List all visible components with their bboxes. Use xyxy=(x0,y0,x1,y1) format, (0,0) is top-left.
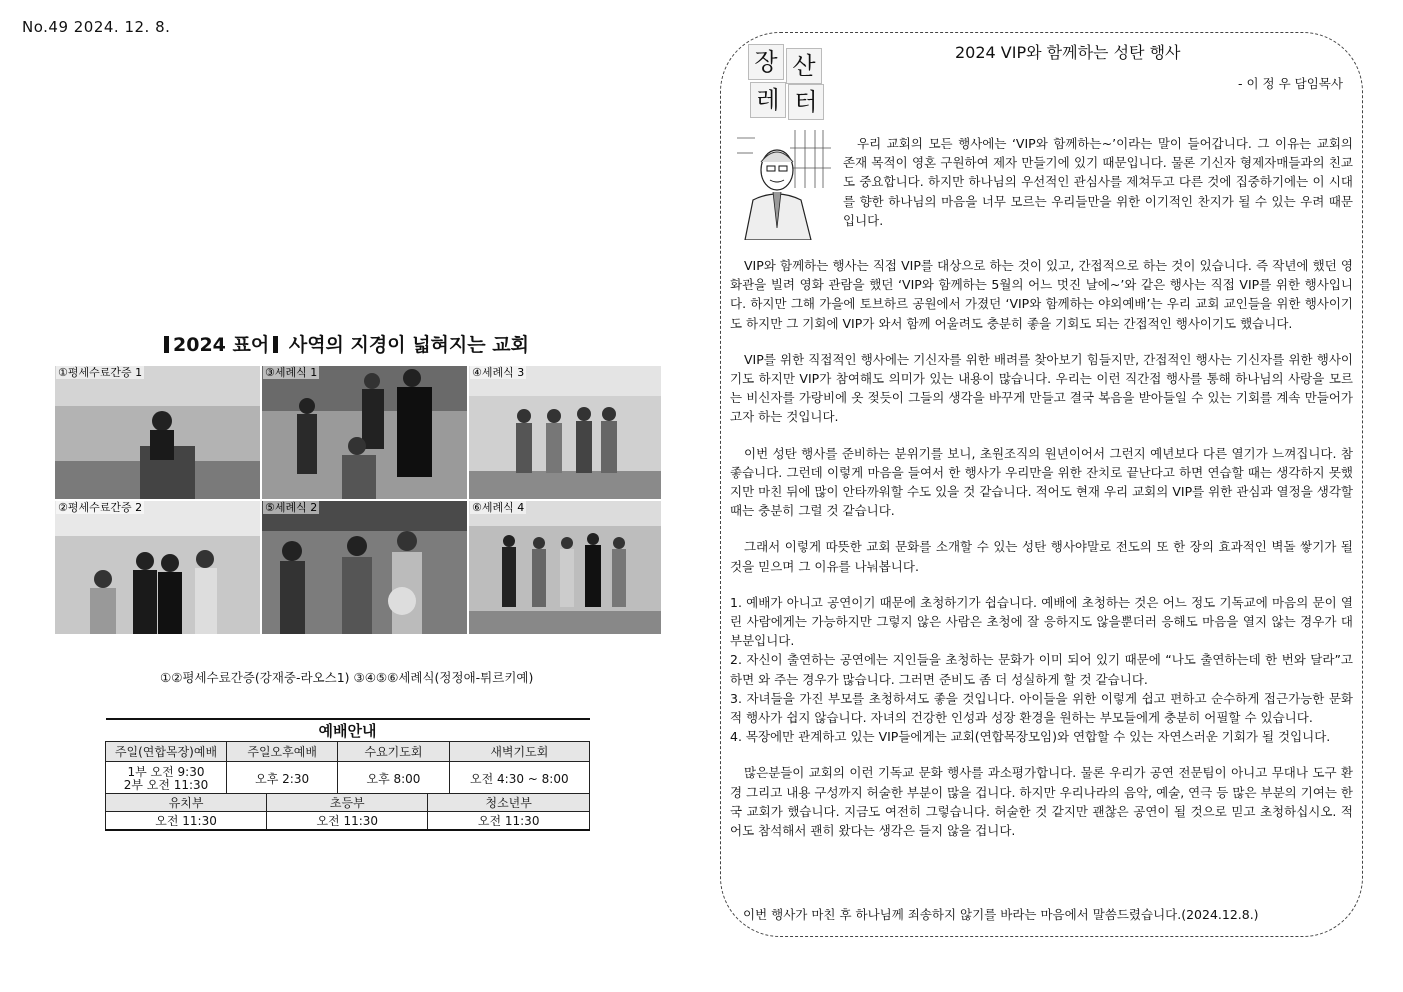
letter-paragraph-4: 이번 성탄 행사를 준비하는 분위기를 보니, 초원조직의 원년이어서 그런지 예년보다 다른 열기가 느껴집니다. 참 좋습니다. 그런데 이렇게 마음을 들여서 한 행사가 우리만을 위한 잔치로 끝난다고 하면 연습할 때는 생각하지 못했지만 마친 뒤에 많이 안타까워할 수도 있을 것 같습니다. 적어도 현재 우리 교회의 VIP를 위한 관심과 열정을 생각할 때는 충분히 그럴 것 같습니다. xyxy=(730,445,1353,519)
title-bar-right xyxy=(273,336,278,353)
kindergarten-time: 오전 11:30 xyxy=(106,812,267,831)
logo-char-4: 터 xyxy=(788,84,824,120)
worship-schedule-table xyxy=(105,718,590,797)
dawn-time: 오전 4:30 ~ 8:00 xyxy=(449,762,589,797)
photo-baptism-2-image xyxy=(262,501,467,634)
logo-char-2: 산 xyxy=(786,48,822,84)
photo-caption-1: ①평세수료간증 1 xyxy=(58,366,143,379)
photo-baptism-4-image xyxy=(469,501,661,634)
photo-baptism-1-image xyxy=(262,366,467,499)
photo-baptism-3 xyxy=(469,366,661,499)
reason-3: 3. 자녀들을 가진 부모를 초청하셔도 좋을 것입니다. 아이들을 위한 이렇게 쉽고 편하고 순수하게 접근가능한 문화적 행사가 쉽지 않습니다. 자녀의 건강한 인성과 성장 환경을 원하는 부모들에게 충분히 어필할 수 있습니다. xyxy=(730,690,1353,726)
sunday-first-service: 1부 오전 9:30 xyxy=(127,765,205,779)
sunday-afternoon-time: 오후 2:30 xyxy=(227,762,338,797)
youth-time: 오전 11:30 xyxy=(428,812,590,831)
letter-body xyxy=(730,256,1353,857)
letter-title: 2024 VIP와 함께하는 성탄 행사 xyxy=(955,43,1181,62)
letter-paragraph-5: 그래서 이렇게 따뜻한 교회 문화를 소개할 수 있는 성탄 행사야말로 전도의 또 한 장의 효과적인 벽돌 쌓기가 될 것을 믿으며 그 이유를 나눠봅니다. xyxy=(730,539,1353,574)
header-wednesday-prayer: 수요기도회 xyxy=(338,742,449,762)
reason-1: 1. 예배가 아니고 공연이기 때문에 초청하기가 쉽습니다. 예배에 초청하는 것은 어느 정도 기독교에 마음의 문이 열린 사람에게는 가능하지만 그렇지 않은 사람은 초청에 잘 응하지도 않을뿐더러 응해도 마음을 열지 않는 경우가 대부분입니다. xyxy=(730,594,1353,649)
schedule-title: 예배안내 xyxy=(106,719,590,742)
title-bar-left xyxy=(164,336,169,353)
motto-year: 2024 표어 xyxy=(173,334,270,356)
letter-paragraph-6: 많은분들이 교회의 이런 기독교 문화 행사를 과소평가합니다. 물론 우리가 공연 전문팀이 아니고 무대나 도구 환경 그리고 내용 구성까지 허술한 부분이 많을 겁니다. 하지만 우리나라의 음악, 예술, 연극 등 많은 부분의 기여는 한국 교회가 했습니다. 지금도 여전히 그렇습니다. 허술한 것 같지만 괜찮은 공연이 될 것으로 믿고 초청하십시오. 적어도 참석해서 괜히 왔다는 생각은 들지 않을 겁니다. xyxy=(730,765,1353,839)
header-dawn-prayer: 새벽기도회 xyxy=(449,742,589,762)
letter-paragraph-2: VIP와 함께하는 행사는 직접 VIP를 대상으로 하는 것이 있고, 간접적으로 하는 것이 있습니다. 즉 작년에 했던 영화관을 빌려 영화 관람을 했던 ‘VIP와 함께하는 5월의 어느 멋진 날에~’와 같은 행사는 직접 VIP를 위한 행사입니다. 하지만 그해 가을에 토브하르 공원에서 가졌던 ‘VIP와 함께하는 야외예배’는 우리 교회 교인들을 위한 행사이기도 하지만 그 기회에 VIP가 와서 함께 어울려도 충분히 좋을 기회도 되는 간접적인 행사이기도 했습니다. xyxy=(730,258,1353,331)
header-sunday-service: 주일(연합목장)예배 xyxy=(106,742,227,762)
reason-2: 2. 자신이 출연하는 공연에는 지인들을 초청하는 문화가 이미 되어 있기 때문에 “나도 출연하는데 한 번와 달라”고 하면 와 주는 경우가 많습니다. 그러면 준비도 좀 더 성실하게 할 것 같습니다. xyxy=(730,652,1353,687)
motto-text: 사역의 지경이 넓혀지는 교회 xyxy=(288,334,529,356)
photo-baptism-3-image xyxy=(469,366,661,499)
photo-group-caption: ①②평세수료간증(강재중-라오스1) ③④⑤⑥세례식(정정애-튀르키예) xyxy=(160,670,534,685)
letter-paragraph-1: 우리 교회의 모든 행사에는 ‘VIP와 함께하는~’이라는 말이 들어갑니다. 그 이유는 교회의 존재 목적이 영혼 구원하여 제자 만들기에 있기 때문입니다. 물론 기신자 형제자매들과의 친교도 중요합니다. 하지만 하나님의 우선적인 관심사를 제쳐두고 다른 것에 집중하기에는 이 시대를 향한 하나님의 마음을 너무 모르는 우리들만을 위한 이기적인 찬지가 될 수 있는 우려 때문입니다. xyxy=(843,136,1353,228)
photo-testimony-2-image xyxy=(55,501,260,634)
reason-4: 4. 목장에만 관계하고 있는 VIP들에게는 교회(연합목장모임)와 연합할 수 있는 자연스러운 기회가 될 것입니다. xyxy=(730,729,1331,745)
header-elementary: 초등부 xyxy=(267,794,428,812)
header-sunday-afternoon: 주일오후예배 xyxy=(227,742,338,762)
logo-char-3: 레 xyxy=(750,82,786,118)
photo-caption-2: ②평세수료간증 2 xyxy=(58,501,143,514)
letter-paragraph-3: VIP를 위한 직접적인 행사에는 기신자를 위한 배려를 찾아보기 힘들지만, 간접적인 행사는 기신자를 위한 행사이기도 하지만 VIP가 참여해도 의미가 있는 내용이 많습니다. 우리는 이런 직간접 행사를 통해 하나님의 사랑을 모르는 비신자를 가랑비에 옷 젖듯이 그들의 생각을 바꾸게 만들고 결국 복음을 받아들일 수 있는 기회를 계속 만들어가고자 하는 것입니다. xyxy=(730,351,1353,425)
header-kindergarten: 유치부 xyxy=(106,794,267,812)
header-youth: 청소년부 xyxy=(428,794,590,812)
photo-testimony-2 xyxy=(55,501,260,634)
sunday-second-service: 2부 오전 11:30 xyxy=(123,778,209,792)
department-schedule-table xyxy=(105,793,590,831)
photo-caption-5: ⑤세례식 2 xyxy=(265,501,318,514)
photo-grid xyxy=(55,366,659,634)
pastor-portrait-sketch xyxy=(735,128,831,240)
photo-caption-4: ④세례식 3 xyxy=(472,366,525,379)
photo-baptism-1 xyxy=(262,366,467,499)
photo-baptism-4 xyxy=(469,501,661,634)
jangsan-letter-logo xyxy=(748,44,828,120)
letter-closing: 이번 행사가 마친 후 하나님께 죄송하지 않기를 바라는 마음에서 말씀드렸습니다.(2024.12.8.) xyxy=(743,907,1259,922)
motto-title xyxy=(160,330,580,357)
wednesday-time: 오후 8:00 xyxy=(338,762,449,797)
issue-number-date: No.49 2024. 12. 8. xyxy=(22,18,171,36)
logo-char-1: 장 xyxy=(748,44,784,80)
photo-testimony-1-image xyxy=(55,366,260,499)
photo-baptism-2 xyxy=(262,501,467,634)
photo-testimony-1 xyxy=(55,366,260,499)
letter-author: - 이 정 우 담임목사 xyxy=(1238,76,1343,91)
sunday-service-times xyxy=(106,762,227,797)
photo-caption-3: ③세례식 1 xyxy=(265,366,318,379)
elementary-time: 오전 11:30 xyxy=(267,812,428,831)
reasons-list xyxy=(730,593,1353,747)
photo-caption-6: ⑥세례식 4 xyxy=(472,501,525,514)
